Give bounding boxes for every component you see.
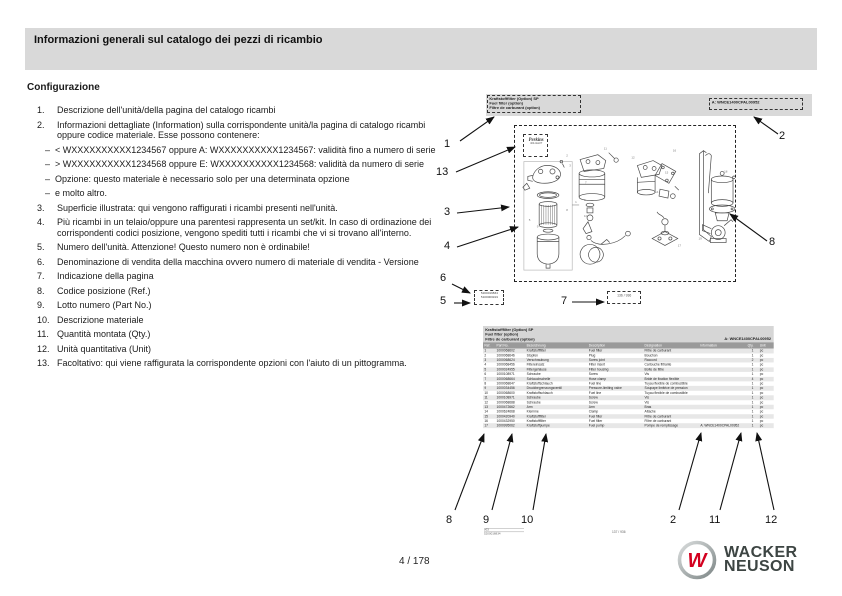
table-column-header: Description: [588, 343, 606, 348]
table-cell: pc: [759, 362, 764, 367]
svg-text:7: 7: [585, 180, 587, 185]
svg-text:14: 14: [655, 190, 659, 195]
list-item-marker: –: [45, 173, 51, 184]
list-item-marker: 11.: [37, 329, 49, 339]
page-indicator: 136 / 936: [617, 293, 632, 298]
table-cell: Clamp: [588, 409, 599, 414]
table-cell: 1000068624: [496, 357, 515, 362]
table-cell: Screw: [588, 400, 598, 405]
table-cell: 6: [484, 371, 487, 377]
table-column-header: Part No.: [496, 343, 509, 348]
list-item-text: Quantità montata (Qty.): [57, 329, 151, 339]
table-cell: 2: [751, 357, 754, 362]
list-item-text: Descrizione materiale: [57, 314, 144, 325]
page-title: Informazioni generali sul catalogo dei pezzi di ricambio: [34, 34, 323, 46]
table-cell: 1000068688: [496, 400, 515, 405]
table-cell: Kraftstoffpumpe: [526, 423, 550, 428]
table-cell: pc: [759, 409, 764, 414]
table-cell: 1: [751, 414, 754, 419]
table-cell: Arm: [526, 404, 533, 409]
table-cell: pc: [759, 381, 764, 386]
list-item: [37, 286, 439, 297]
svg-text:9: 9: [536, 224, 539, 229]
sales-denomination: 5200016834: [480, 291, 498, 296]
table-cell: Bride de fixation flexible: [644, 376, 680, 381]
parts-illustration: [515, 126, 735, 281]
list-item-text: Informazioni dettagliate (Information) sulla corrispondente unità/la pagina di catalogo ricambi oppure codice materiale. Esse possono contenere:: [57, 119, 426, 140]
table-column-header: Désignation: [644, 343, 662, 348]
list-item: [37, 145, 439, 156]
table-cell: 1: [751, 395, 754, 400]
callout-number-figure-7: 7: [561, 295, 568, 307]
table-cell: pc: [759, 348, 764, 353]
table-cell: Kraftstofffilter: [526, 414, 546, 419]
table-cell: Filtre de carburant: [644, 414, 672, 419]
table-cell: 14: [484, 409, 489, 414]
figure-title-line-en: Fuel filter (option): [489, 101, 523, 106]
table-cell: Schraube: [526, 395, 541, 400]
page-number: 4 / 178: [399, 556, 430, 567]
table-cell: Screw joint: [588, 357, 605, 362]
svg-text:2: 2: [566, 153, 568, 158]
list-item-marker: 3.: [37, 202, 45, 213]
list-item: [37, 120, 439, 141]
page-indicator-box: [607, 291, 641, 304]
table-cell: 2: [484, 353, 487, 358]
table-cell: 1: [751, 371, 754, 377]
table-cell: Screw: [588, 395, 598, 400]
table-cell: Schraube: [526, 400, 541, 405]
figure-code: A: WNCE1400CPAL00952: [711, 99, 760, 105]
list-item: [37, 358, 439, 369]
callout-number-figure-5: 5: [440, 295, 447, 307]
list-item: [37, 257, 439, 268]
table-cell: 8: [484, 381, 487, 386]
wacker-neuson-logo: [677, 540, 798, 580]
table-cell: pc: [759, 400, 764, 405]
svg-text:15: 15: [664, 170, 669, 175]
table-cell: Fuel pump: [588, 423, 605, 428]
parts-table: [483, 326, 774, 430]
list-item-marker: 9.: [37, 300, 45, 310]
table-cell: 12: [484, 400, 489, 405]
table-cell: 4: [484, 362, 487, 367]
callout-number-figure-4: 4: [444, 240, 451, 252]
svg-text:10: 10: [584, 213, 588, 218]
table-cell: 1000068600: [496, 390, 515, 395]
table-cell: 10: [484, 390, 489, 395]
table-cell: Filter housing: [588, 367, 609, 372]
table-cell: Fuel line: [588, 381, 602, 386]
table-cell: pc: [759, 418, 764, 423]
figure-title-line-fr: Filtre de carburant (option): [489, 105, 540, 111]
table-cell: pc: [759, 371, 764, 377]
table-cell: 1000034456: [496, 386, 515, 391]
callout-arrow: [457, 227, 518, 247]
table-cell: 1000995062: [496, 423, 515, 428]
callout-arrow: [456, 147, 515, 172]
callout-arrow: [452, 284, 470, 293]
table-cell: Kraftstoffschlauch: [526, 390, 553, 395]
callout-number-figure-6: 6: [440, 272, 447, 284]
table-cell: Pompe de remplissage: [644, 423, 679, 428]
svg-text:5: 5: [528, 217, 531, 222]
list-item: [37, 242, 439, 253]
table-cell: Stopfen: [526, 353, 538, 358]
table-cell: 1: [751, 409, 754, 414]
table-title-line-en: Fuel filter (option): [485, 332, 519, 337]
list-item-text: Denominazione di vendita della macchina ovvero numero di materiale di vendita - Versione: [57, 256, 419, 267]
table-cell: 1000068664: [496, 376, 515, 381]
table-cell: pc: [759, 376, 764, 381]
page-header: [25, 28, 817, 70]
list-item-text: Numero dell'unità. Attenzione! Questo numero non è ordinabile!: [57, 242, 310, 252]
list-item-text: Opzione: questo materiale è necessario solo per una determinata opzione: [55, 173, 350, 184]
callout-number-table-9: 9: [483, 514, 490, 526]
table-cell: 1000108971: [496, 371, 515, 377]
unit-number: 5100009919: [480, 295, 498, 299]
table-cell: A: WNCE1400CPAL00952: [700, 423, 740, 428]
parts-table-code: A: WNCE1400CPAL00952: [724, 336, 771, 341]
logo-monogram-icon: [677, 540, 717, 580]
table-cell: Arm: [588, 404, 595, 409]
list-item-marker: 8.: [37, 285, 45, 296]
callout-number-table-8: 8: [446, 514, 453, 526]
table-cell: 1000068646: [496, 353, 515, 358]
table-cell: Tuyau flexible de combustible: [644, 390, 688, 395]
table-cell: 4: [751, 376, 754, 381]
callout-number-table-12: 12: [765, 514, 778, 526]
table-cell: 1: [751, 367, 754, 372]
parts-table-body: [483, 349, 774, 428]
table-cell: 1000420940: [496, 414, 515, 419]
table-cell: pc: [759, 357, 764, 362]
logo-monogram-letter: W: [687, 550, 707, 572]
table-cell: 13: [484, 404, 489, 409]
list-item-marker: 6.: [37, 256, 45, 267]
engine-brand-label: Perkins: [528, 137, 544, 143]
table-cell: Soupape limitrice de pression: [644, 386, 688, 391]
svg-text:11: 11: [603, 146, 607, 151]
table-cell: Filtre de carburant: [644, 348, 672, 353]
callout-number-figure-13: 13: [436, 166, 449, 178]
svg-text:1: 1: [575, 200, 577, 205]
table-cell: 1: [751, 404, 754, 409]
list-item-marker: –: [45, 144, 51, 155]
list-item: [37, 159, 439, 170]
list-item-marker: 5.: [37, 242, 45, 252]
table-cell: Bouchon: [644, 353, 658, 358]
table-cell: Tuyau flexible de combustible: [644, 381, 688, 386]
table-cell: Fuel filter: [588, 414, 603, 419]
callout-arrow: [455, 434, 484, 510]
figure-code-box: [709, 98, 803, 110]
table-cell: pc: [759, 395, 764, 400]
svg-text:17: 17: [677, 243, 682, 248]
table-cell: 1: [751, 423, 754, 428]
table-column-header: Qty.: [747, 343, 754, 348]
list-item: [37, 329, 439, 340]
table-cell: pc: [759, 414, 764, 419]
table-cell: Kraftstofffilter: [526, 418, 546, 423]
table-cell: 1000624668: [496, 409, 515, 414]
callout-number-table-11: 11: [709, 514, 721, 526]
table-cell: Filtre de carburant: [644, 418, 672, 423]
instruction-list: [37, 105, 439, 373]
callout-number-figure-8: 8: [769, 236, 776, 248]
list-item-text: Unità quantitativa (Unit): [57, 343, 152, 354]
table-row: [483, 423, 774, 428]
table-cell: 11: [484, 395, 488, 400]
logo-wordmark-line2: NEUSON: [724, 558, 795, 575]
section-heading: Configurazione: [27, 82, 100, 93]
table-cell: pc: [759, 367, 764, 372]
list-item-marker: 10.: [37, 314, 50, 325]
table-cell: Hose clamp: [588, 376, 607, 381]
callout-number-figure-1: 1: [444, 138, 451, 150]
parts-table-title: [483, 326, 774, 342]
table-cell: pc: [759, 404, 764, 409]
list-item: [37, 217, 439, 238]
table-cell: Kraftstoffschlauch: [526, 381, 553, 386]
callout-arrow: [492, 434, 512, 510]
table-cell: Schlauchschelle: [526, 376, 551, 381]
table-cell: Filtereinsatz: [526, 362, 545, 367]
callout-number-figure-3: 3: [444, 206, 451, 218]
list-item-text: Più ricambi in un telaio/oppure una parentesi rappresenta un set/kit. In caso di ordinazione dei corrispondenti codici posizione, vengono spediti tutti i ricambi che vi si trovano all'interno.: [57, 217, 432, 238]
table-cell: Fuel line: [588, 390, 602, 395]
list-item-text: Lotto numero (Part No.): [57, 300, 152, 310]
svg-text:16: 16: [672, 148, 677, 153]
logo-wordmark: [724, 543, 798, 575]
table-cell: 16: [484, 418, 489, 423]
callout-arrow: [533, 434, 546, 510]
list-item-marker: 12.: [37, 343, 50, 354]
table-cell: Cartouche filtrante: [644, 362, 672, 367]
table-cell: Attache: [644, 409, 656, 414]
table-cell: 15: [484, 414, 489, 419]
table-footer-page: 137 / 936: [612, 530, 626, 535]
table-cell: Vis: [644, 395, 650, 400]
list-item-text: Superficie illustrata: qui vengono raffigurati i ricambi presenti nell'unità.: [57, 202, 338, 213]
table-cell: 1: [751, 381, 754, 386]
table-cell: Boîte de filtre: [644, 367, 664, 372]
table-cell: 1000108971: [496, 395, 515, 400]
table-title-line-de: Kraftstofffilter (Option) SP: [485, 327, 534, 332]
table-title-line-fr: Filtre de carburant (option): [485, 336, 535, 342]
svg-text:8: 8: [566, 207, 568, 212]
table-cell: Filtergehäuse: [526, 367, 547, 372]
table-column-header: Ref.: [484, 343, 491, 348]
figure-title-line-de: Kraftstofffilter (Option) SP: [489, 96, 539, 101]
table-cell: Kraftstofffilter: [526, 348, 546, 353]
table-cell: Vis: [644, 371, 650, 377]
table-cell: Druckbegrenzungsventil: [526, 386, 562, 391]
list-item-text: Indicazione della pagina: [57, 271, 154, 281]
table-cell: 7: [484, 376, 487, 381]
engine-model-label: 404J-E22T: [530, 142, 543, 145]
table-cell: 1000068456: [496, 362, 515, 367]
table-cell: Klemme: [526, 409, 539, 414]
table-cell: 1: [751, 390, 754, 395]
table-cell: 17: [484, 423, 489, 428]
list-item: [37, 105, 439, 116]
table-cell: 1000068602: [496, 348, 515, 353]
list-item: [37, 300, 439, 311]
table-cell: pc: [759, 423, 764, 428]
list-item: [37, 271, 439, 282]
callout-arrow: [720, 433, 741, 510]
table-cell: 1: [751, 362, 754, 367]
list-item: [37, 174, 439, 185]
table-cell: 1: [751, 418, 754, 423]
list-item-text: e molto altro.: [55, 188, 108, 198]
list-item-text: > WXXXXXXXXXX1234568 oppure E: WXXXXXXXXXX1234568: validità da numero di serie: [55, 159, 424, 169]
table-cell: 1: [484, 348, 487, 353]
table-cell: pc: [759, 353, 764, 358]
table-cell: 1000472662: [496, 404, 515, 409]
svg-text:3: 3: [569, 163, 571, 168]
table-cell: Raccord: [644, 357, 657, 362]
table-cell: Bras: [644, 404, 652, 409]
callout-number-table-10: 10: [521, 514, 534, 526]
table-cell: 1: [751, 400, 754, 405]
unit-number-box: [474, 290, 504, 305]
list-item: [37, 315, 439, 326]
callout-arrow: [679, 433, 701, 510]
table-cell: Fuel filter: [588, 348, 603, 353]
callout-arrow: [754, 117, 778, 134]
callout-arrow: [757, 433, 774, 510]
logo-wordmark-line1: WACKER: [724, 543, 798, 561]
svg-text:19: 19: [698, 236, 702, 241]
list-item-marker: –: [45, 159, 51, 169]
svg-text:18: 18: [724, 169, 728, 174]
list-item-marker: –: [45, 188, 51, 198]
table-footer-note: v03 5200016834: [484, 528, 524, 540]
list-item-text: Codice posizione (Ref.): [57, 285, 151, 296]
callout-number-figure-2: 2: [779, 130, 786, 142]
list-item-marker: 7.: [37, 271, 45, 281]
list-item-marker: 13.: [37, 358, 50, 368]
table-cell: 5: [484, 367, 487, 372]
svg-text:12: 12: [631, 155, 635, 160]
table-cell: Vis: [644, 400, 650, 405]
callout-number-table-2: 2: [670, 514, 677, 526]
table-cell: Screw: [588, 371, 598, 377]
table-cell: Schraube: [526, 371, 541, 377]
callout-arrow: [460, 117, 494, 141]
table-cell: 1000432950: [496, 418, 515, 423]
list-item-marker: 2.: [37, 119, 45, 130]
table-cell: 1000024955: [496, 367, 515, 372]
table-column-header: Bezeichnung: [526, 343, 546, 348]
list-item: [37, 203, 439, 214]
table-cell: pc: [759, 386, 764, 391]
figure-title-box: [487, 95, 581, 113]
list-item-text: Facoltativo: qui viene raffigurata la corrispondente opzioni con l'aiuto di un pittogramma.: [57, 358, 407, 368]
callout-arrow: [457, 207, 509, 213]
table-cell: 9: [484, 386, 487, 391]
table-cell: Fuel filter: [588, 418, 603, 423]
table-cell: 3: [484, 357, 487, 362]
table-cell: 1: [751, 386, 754, 391]
list-item-text: Descrizione dell'unità/della pagina del catalogo ricambi: [57, 105, 276, 115]
table-cell: Filter insert: [588, 362, 605, 367]
table-column-header: Unit: [759, 343, 766, 348]
table-cell: 1: [751, 348, 754, 353]
list-item: [37, 188, 439, 199]
engine-brand-box: [523, 134, 548, 157]
list-item-marker: 1.: [37, 105, 45, 115]
table-cell: pc: [759, 390, 764, 395]
svg-text:6: 6: [584, 198, 586, 203]
table-column-header: Information: [700, 343, 717, 348]
table-cell: Plug: [588, 353, 596, 358]
list-item-marker: 4.: [37, 217, 45, 227]
table-cell: 1: [751, 353, 754, 358]
list-item-text: < WXXXXXXXXXX1234567 oppure A: WXXXXXXXXXX1234567: validità fino a numero di serie: [55, 144, 436, 155]
table-cell: Verschraubung: [526, 357, 549, 362]
table-cell: 1000068647: [496, 381, 515, 386]
list-item: [37, 344, 439, 355]
table-cell: Pressure-limiting valve: [588, 386, 622, 391]
